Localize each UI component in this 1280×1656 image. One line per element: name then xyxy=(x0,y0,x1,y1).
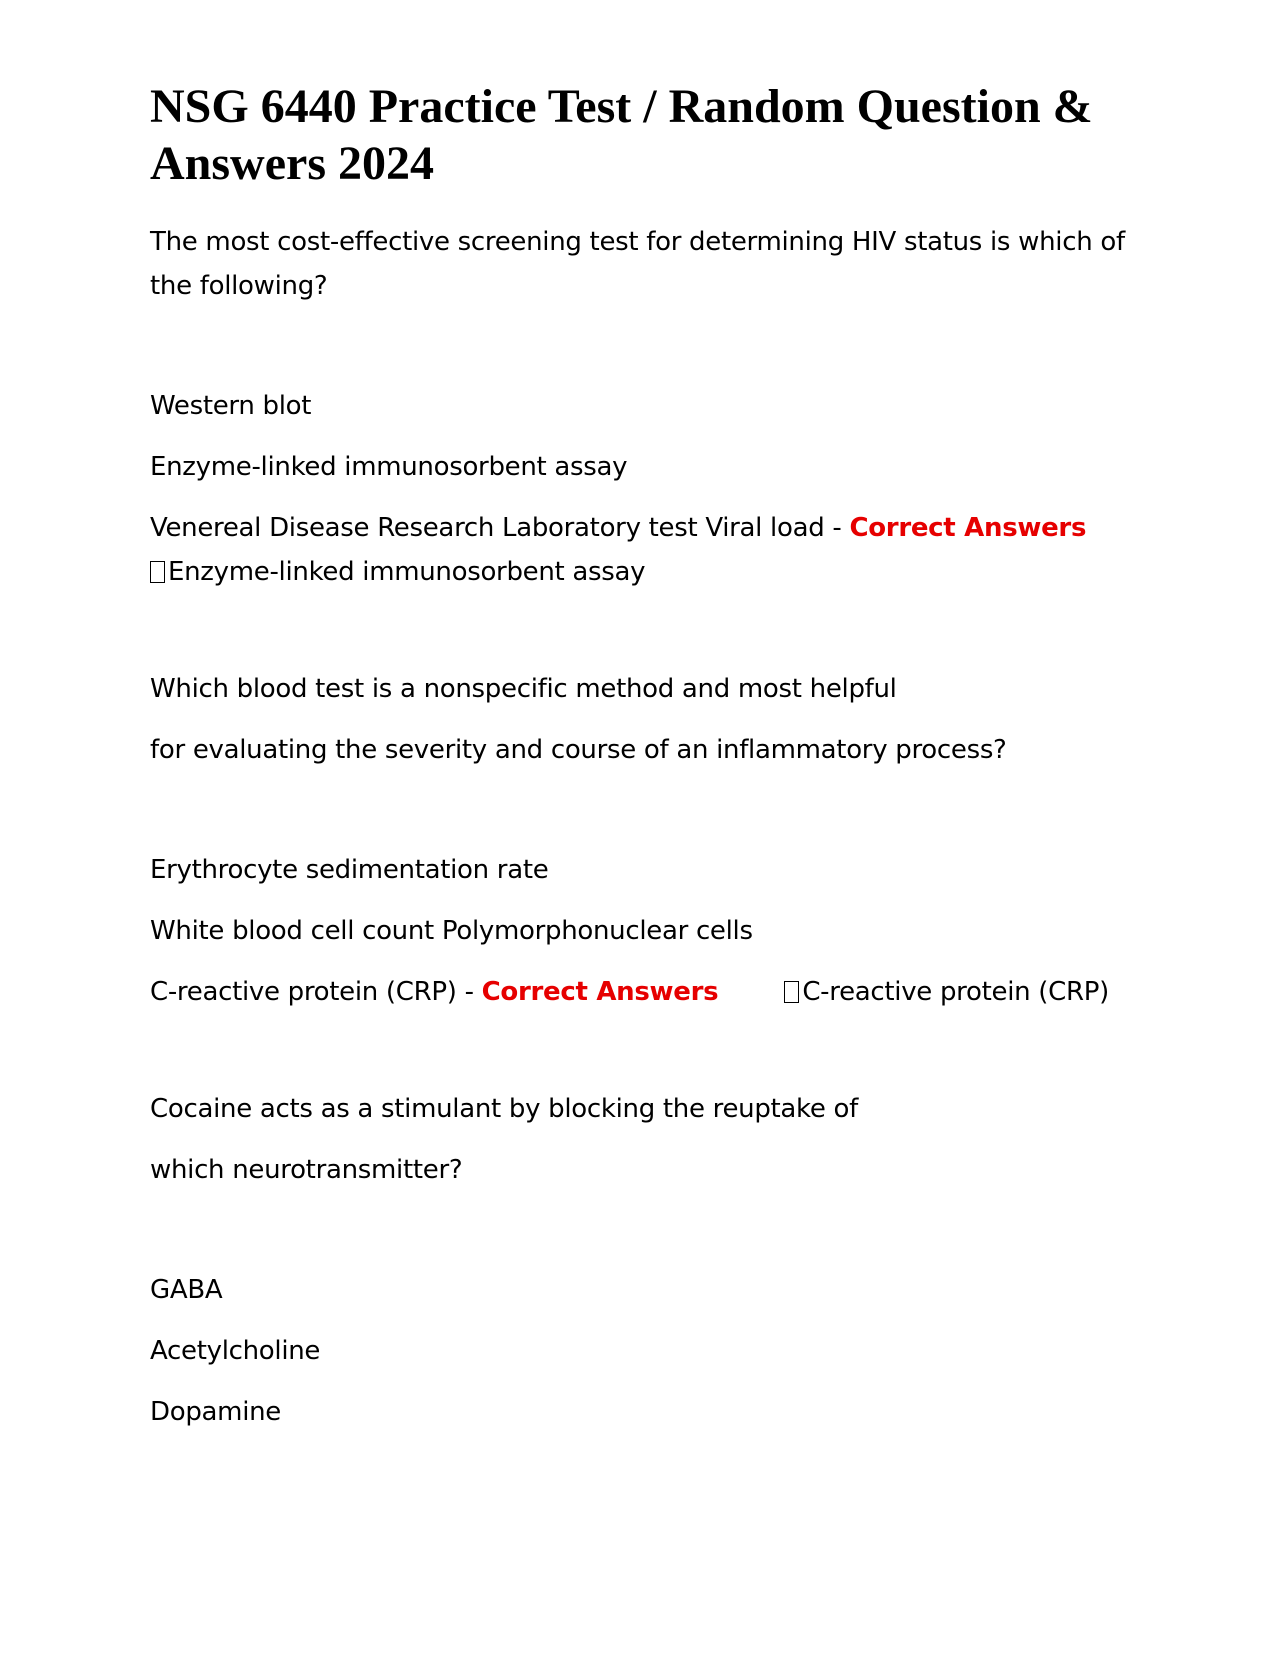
question-3-text-line-2: which neurotransmitter? xyxy=(150,1155,463,1185)
question-1-option-1: Western blot xyxy=(150,391,312,421)
question-1-option-2: Enzyme-linked immunosorbent assay xyxy=(150,452,628,482)
question-2-option-2: White blood cell count Polymorphonuclear cells xyxy=(150,916,753,946)
document-page xyxy=(150,78,1135,1451)
question-2-option-1: Erythrocyte sedimentation rate xyxy=(150,855,549,885)
answer-separator: - xyxy=(456,977,482,1007)
correct-answers-label: Correct Answers xyxy=(481,977,719,1007)
question-1-option-3-with-answer xyxy=(150,506,1135,594)
answer-separator: - xyxy=(824,513,850,543)
correct-answers-label: Correct Answers xyxy=(849,513,1087,543)
question-3-option-3: Dopamine xyxy=(150,1397,281,1427)
question-3-option-1: GABA xyxy=(150,1275,223,1305)
question-1-option-3: Venereal Disease Research Laboratory test Viral load xyxy=(150,513,825,543)
question-3-option-2: Acetylcholine xyxy=(150,1336,321,1366)
checkbox-glyph-icon xyxy=(150,561,165,583)
question-3-text-line-1: Cocaine acts as a stimulant by blocking the reuptake of xyxy=(150,1094,859,1124)
document-title: NSG 6440 Practice Test / Random Question & Answers 2024 xyxy=(150,80,1093,190)
question-2-answer: C-reactive protein (CRP) xyxy=(802,977,1109,1007)
checkbox-glyph-icon xyxy=(784,981,799,1003)
question-2-option-3: C-reactive protein (CRP) xyxy=(150,977,457,1007)
question-2-option-3-with-answer xyxy=(150,970,1135,1014)
question-2-text-line-2: for evaluating the severity and course of an inflammatory process? xyxy=(150,735,1007,765)
question-1-text: The most cost-effective screening test for determining HIV status is which of the following? xyxy=(150,227,1133,301)
question-2-text-line-1: Which blood test is a nonspecific method and most helpful xyxy=(150,674,897,704)
question-1-answer: Enzyme-linked immunosorbent assay xyxy=(168,557,646,587)
